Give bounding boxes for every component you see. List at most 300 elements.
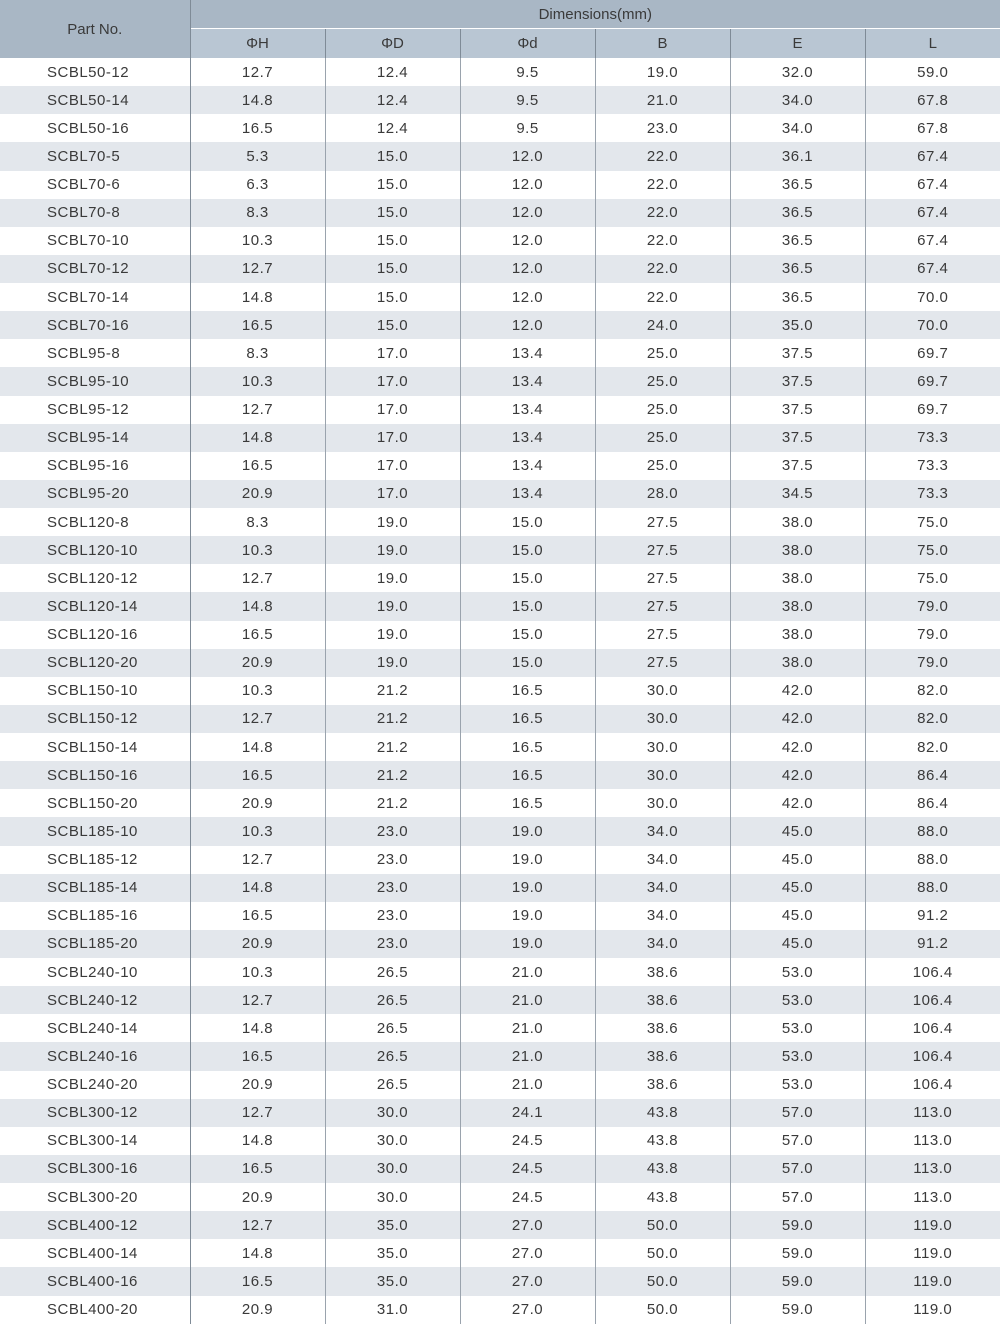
l-cell: 86.4 <box>865 789 1000 817</box>
e-cell: 45.0 <box>730 846 865 874</box>
l-cell: 88.0 <box>865 874 1000 902</box>
table-row <box>0 114 1000 142</box>
phi-d-inner-cell: 13.4 <box>460 452 595 480</box>
l-cell: 79.0 <box>865 649 1000 677</box>
phi-h-cell: 12.7 <box>190 1099 325 1127</box>
part-no-cell: SCBL50-14 <box>0 86 190 114</box>
e-cell: 59.0 <box>730 1211 865 1239</box>
phi-d-outer-cell: 17.0 <box>325 339 460 367</box>
phi-d-inner-cell: 21.0 <box>460 958 595 986</box>
e-cell: 38.0 <box>730 592 865 620</box>
table-row <box>0 58 1000 86</box>
l-cell: 67.4 <box>865 227 1000 255</box>
e-cell: 53.0 <box>730 1071 865 1099</box>
phi-d-outer-cell: 23.0 <box>325 846 460 874</box>
b-cell: 34.0 <box>595 874 730 902</box>
phi-d-outer-cell: 35.0 <box>325 1239 460 1267</box>
l-cell: 113.0 <box>865 1183 1000 1211</box>
b-cell: 50.0 <box>595 1211 730 1239</box>
l-cell: 69.7 <box>865 396 1000 424</box>
e-cell: 45.0 <box>730 930 865 958</box>
phi-d-inner-cell: 21.0 <box>460 1071 595 1099</box>
part-no-cell: SCBL95-10 <box>0 367 190 395</box>
part-no-cell: SCBL120-16 <box>0 621 190 649</box>
phi-d-inner-cell: 24.5 <box>460 1183 595 1211</box>
phi-h-cell: 12.7 <box>190 58 325 86</box>
table-row <box>0 1127 1000 1155</box>
e-cell: 37.5 <box>730 396 865 424</box>
table-row <box>0 283 1000 311</box>
phi-h-cell: 10.3 <box>190 227 325 255</box>
b-cell: 24.0 <box>595 311 730 339</box>
phi-d-outer-cell: 19.0 <box>325 621 460 649</box>
phi-d-outer-cell: 15.0 <box>325 142 460 170</box>
b-cell: 50.0 <box>595 1239 730 1267</box>
phi-h-cell: 16.5 <box>190 621 325 649</box>
phi-d-outer-cell: 17.0 <box>325 452 460 480</box>
part-no-cell: SCBL185-14 <box>0 874 190 902</box>
e-cell: 35.0 <box>730 311 865 339</box>
phi-d-inner-cell: 27.0 <box>460 1267 595 1295</box>
phi-d-outer-cell: 15.0 <box>325 311 460 339</box>
e-cell: 34.0 <box>730 114 865 142</box>
e-cell: 53.0 <box>730 986 865 1014</box>
phi-d-inner-cell: 16.5 <box>460 705 595 733</box>
table-row <box>0 508 1000 536</box>
table-row <box>0 733 1000 761</box>
l-cell: 106.4 <box>865 1042 1000 1070</box>
table-row <box>0 817 1000 845</box>
phi-d-outer-cell: 21.2 <box>325 789 460 817</box>
part-no-cell: SCBL185-16 <box>0 902 190 930</box>
part-no-cell: SCBL120-14 <box>0 592 190 620</box>
phi-d-inner-cell: 9.5 <box>460 86 595 114</box>
b-cell: 43.8 <box>595 1127 730 1155</box>
phi-h-cell: 16.5 <box>190 311 325 339</box>
phi-d-outer-cell: 12.4 <box>325 86 460 114</box>
phi-d-inner-cell: 16.5 <box>460 761 595 789</box>
part-no-cell: SCBL150-16 <box>0 761 190 789</box>
phi-d-inner-cell: 12.0 <box>460 255 595 283</box>
phi-d-inner-cell: 12.0 <box>460 142 595 170</box>
b-cell: 25.0 <box>595 424 730 452</box>
phi-d-inner-cell: 13.4 <box>460 396 595 424</box>
phi-d-outer-cell: 15.0 <box>325 199 460 227</box>
phi-h-cell: 16.5 <box>190 1155 325 1183</box>
phi-h-cell: 20.9 <box>190 1183 325 1211</box>
e-cell: 36.5 <box>730 171 865 199</box>
phi-h-cell: 8.3 <box>190 508 325 536</box>
part-no-cell: SCBL70-5 <box>0 142 190 170</box>
l-cell: 119.0 <box>865 1211 1000 1239</box>
table-row <box>0 930 1000 958</box>
table-row <box>0 986 1000 1014</box>
table-row <box>0 705 1000 733</box>
phi-h-cell: 12.7 <box>190 986 325 1014</box>
phi-h-cell: 14.8 <box>190 1127 325 1155</box>
b-cell: 38.6 <box>595 1014 730 1042</box>
e-cell: 36.5 <box>730 227 865 255</box>
table-row <box>0 255 1000 283</box>
phi-d-outer-cell: 21.2 <box>325 733 460 761</box>
part-no-cell: SCBL400-16 <box>0 1267 190 1295</box>
b-cell: 22.0 <box>595 283 730 311</box>
table-row <box>0 677 1000 705</box>
table-row <box>0 592 1000 620</box>
phi-h-cell: 12.7 <box>190 1211 325 1239</box>
l-cell: 69.7 <box>865 367 1000 395</box>
e-cell: 53.0 <box>730 958 865 986</box>
e-cell: 37.5 <box>730 339 865 367</box>
table-row <box>0 789 1000 817</box>
phi-d-inner-cell: 16.5 <box>460 789 595 817</box>
part-no-cell: SCBL95-20 <box>0 480 190 508</box>
b-cell: 27.5 <box>595 592 730 620</box>
l-cell: 82.0 <box>865 733 1000 761</box>
b-cell: 38.6 <box>595 1071 730 1099</box>
l-cell: 86.4 <box>865 761 1000 789</box>
e-cell: 34.5 <box>730 480 865 508</box>
phi-d-inner-cell: 15.0 <box>460 621 595 649</box>
part-no-cell: SCBL70-12 <box>0 255 190 283</box>
l-cell: 106.4 <box>865 986 1000 1014</box>
phi-d-inner-cell: 19.0 <box>460 874 595 902</box>
b-cell: 27.5 <box>595 508 730 536</box>
table-row <box>0 311 1000 339</box>
e-cell: 42.0 <box>730 705 865 733</box>
phi-h-cell: 16.5 <box>190 902 325 930</box>
l-cell: 73.3 <box>865 480 1000 508</box>
phi-d-inner-cell: 19.0 <box>460 930 595 958</box>
table-row <box>0 199 1000 227</box>
phi-h-cell: 16.5 <box>190 1267 325 1295</box>
b-cell: 25.0 <box>595 396 730 424</box>
e-cell: 57.0 <box>730 1183 865 1211</box>
table-row <box>0 1267 1000 1295</box>
phi-d-outer-cell: 31.0 <box>325 1296 460 1324</box>
table-row <box>0 564 1000 592</box>
phi-h-cell: 12.7 <box>190 564 325 592</box>
phi-d-outer-cell: 17.0 <box>325 424 460 452</box>
l-cell: 75.0 <box>865 508 1000 536</box>
phi-h-cell: 20.9 <box>190 789 325 817</box>
b-cell: 25.0 <box>595 339 730 367</box>
table-row <box>0 1042 1000 1070</box>
phi-d-outer-cell: 21.2 <box>325 677 460 705</box>
phi-d-inner-cell: 12.0 <box>460 311 595 339</box>
part-no-cell: SCBL300-12 <box>0 1099 190 1127</box>
e-cell: 37.5 <box>730 367 865 395</box>
phi-h-cell: 14.8 <box>190 874 325 902</box>
b-cell: 34.0 <box>595 902 730 930</box>
l-cell: 113.0 <box>865 1127 1000 1155</box>
phi-d-inner-cell: 19.0 <box>460 902 595 930</box>
table-row <box>0 227 1000 255</box>
table-row <box>0 649 1000 677</box>
table-header <box>0 0 1000 58</box>
phi-d-outer-cell: 30.0 <box>325 1099 460 1127</box>
phi-d-outer-cell: 30.0 <box>325 1127 460 1155</box>
part-no-cell: SCBL70-6 <box>0 171 190 199</box>
phi-d-outer-cell: 30.0 <box>325 1183 460 1211</box>
phi-d-outer-cell: 30.0 <box>325 1155 460 1183</box>
part-no-cell: SCBL300-14 <box>0 1127 190 1155</box>
part-no-cell: SCBL70-10 <box>0 227 190 255</box>
l-cell: 79.0 <box>865 592 1000 620</box>
phi-d-outer-cell: 12.4 <box>325 114 460 142</box>
part-no-cell: SCBL70-14 <box>0 283 190 311</box>
phi-d-inner-cell: 15.0 <box>460 536 595 564</box>
e-cell: 42.0 <box>730 733 865 761</box>
l-cell: 75.0 <box>865 564 1000 592</box>
b-cell: 34.0 <box>595 846 730 874</box>
table-row <box>0 339 1000 367</box>
phi-h-cell: 16.5 <box>190 452 325 480</box>
e-cell: 38.0 <box>730 621 865 649</box>
l-cell: 106.4 <box>865 958 1000 986</box>
table-row <box>0 761 1000 789</box>
phi-d-outer-cell: 19.0 <box>325 564 460 592</box>
table-row <box>0 86 1000 114</box>
e-cell: 38.0 <box>730 536 865 564</box>
phi-d-inner-cell: 19.0 <box>460 817 595 845</box>
phi-h-cell: 10.3 <box>190 677 325 705</box>
l-cell: 59.0 <box>865 58 1000 86</box>
phi-d-inner-cell: 24.1 <box>460 1099 595 1127</box>
table-row <box>0 424 1000 452</box>
table-row <box>0 621 1000 649</box>
part-no-cell: SCBL240-16 <box>0 1042 190 1070</box>
b-cell: 25.0 <box>595 452 730 480</box>
phi-d-inner-cell: 12.0 <box>460 199 595 227</box>
e-cell: 36.1 <box>730 142 865 170</box>
phi-h-cell: 16.5 <box>190 1042 325 1070</box>
table-row <box>0 1296 1000 1324</box>
part-no-cell: SCBL95-14 <box>0 424 190 452</box>
phi-h-cell: 8.3 <box>190 339 325 367</box>
phi-d-inner-cell: 12.0 <box>460 227 595 255</box>
table-body <box>0 58 1000 1324</box>
b-cell: 30.0 <box>595 677 730 705</box>
l-cell: 67.8 <box>865 86 1000 114</box>
phi-h-cell: 10.3 <box>190 958 325 986</box>
table-row <box>0 142 1000 170</box>
part-no-cell: SCBL240-10 <box>0 958 190 986</box>
e-cell: 37.5 <box>730 452 865 480</box>
phi-d-outer-cell: 19.0 <box>325 592 460 620</box>
table-row <box>0 1099 1000 1127</box>
part-no-cell: SCBL150-14 <box>0 733 190 761</box>
l-cell: 70.0 <box>865 283 1000 311</box>
l-cell: 70.0 <box>865 311 1000 339</box>
l-cell: 91.2 <box>865 930 1000 958</box>
table-row <box>0 480 1000 508</box>
part-no-cell: SCBL300-16 <box>0 1155 190 1183</box>
phi-h-cell: 16.5 <box>190 114 325 142</box>
phi-d-outer-cell: 19.0 <box>325 508 460 536</box>
part-no-cell: SCBL120-8 <box>0 508 190 536</box>
b-cell: 43.8 <box>595 1183 730 1211</box>
b-cell: 34.0 <box>595 817 730 845</box>
b-cell: 22.0 <box>595 199 730 227</box>
phi-d-inner-cell: 9.5 <box>460 114 595 142</box>
e-cell: 45.0 <box>730 874 865 902</box>
column-header-phi-d-inner: Φd <box>460 29 595 59</box>
phi-d-outer-cell: 17.0 <box>325 367 460 395</box>
phi-d-outer-cell: 26.5 <box>325 958 460 986</box>
phi-d-inner-cell: 21.0 <box>460 986 595 1014</box>
phi-d-inner-cell: 13.4 <box>460 367 595 395</box>
b-cell: 25.0 <box>595 367 730 395</box>
phi-d-inner-cell: 16.5 <box>460 677 595 705</box>
l-cell: 73.3 <box>865 452 1000 480</box>
l-cell: 106.4 <box>865 1014 1000 1042</box>
b-cell: 38.6 <box>595 986 730 1014</box>
table-row <box>0 1211 1000 1239</box>
dimensions-header: Dimensions(mm) <box>190 0 1000 29</box>
table-row <box>0 536 1000 564</box>
phi-h-cell: 20.9 <box>190 930 325 958</box>
phi-d-inner-cell: 27.0 <box>460 1211 595 1239</box>
phi-d-outer-cell: 21.2 <box>325 705 460 733</box>
l-cell: 113.0 <box>865 1099 1000 1127</box>
phi-d-inner-cell: 15.0 <box>460 649 595 677</box>
b-cell: 27.5 <box>595 649 730 677</box>
part-no-cell: SCBL95-12 <box>0 396 190 424</box>
table-row <box>0 1183 1000 1211</box>
b-cell: 34.0 <box>595 930 730 958</box>
phi-d-outer-cell: 23.0 <box>325 930 460 958</box>
b-cell: 27.5 <box>595 536 730 564</box>
phi-d-outer-cell: 35.0 <box>325 1211 460 1239</box>
part-no-header: Part No. <box>0 0 190 58</box>
phi-d-inner-cell: 13.4 <box>460 480 595 508</box>
phi-h-cell: 14.8 <box>190 1014 325 1042</box>
phi-d-outer-cell: 26.5 <box>325 1071 460 1099</box>
column-header-b: B <box>595 29 730 59</box>
l-cell: 119.0 <box>865 1296 1000 1324</box>
part-no-cell: SCBL95-8 <box>0 339 190 367</box>
phi-h-cell: 20.9 <box>190 480 325 508</box>
phi-h-cell: 20.9 <box>190 649 325 677</box>
phi-d-inner-cell: 16.5 <box>460 733 595 761</box>
part-no-cell: SCBL150-10 <box>0 677 190 705</box>
table-row <box>0 846 1000 874</box>
phi-h-cell: 10.3 <box>190 817 325 845</box>
part-no-cell: SCBL150-12 <box>0 705 190 733</box>
e-cell: 42.0 <box>730 789 865 817</box>
part-no-cell: SCBL120-10 <box>0 536 190 564</box>
table-row <box>0 874 1000 902</box>
column-header-e: E <box>730 29 865 59</box>
phi-h-cell: 14.8 <box>190 86 325 114</box>
e-cell: 42.0 <box>730 677 865 705</box>
phi-h-cell: 5.3 <box>190 142 325 170</box>
phi-h-cell: 10.3 <box>190 536 325 564</box>
phi-d-outer-cell: 15.0 <box>325 255 460 283</box>
phi-d-outer-cell: 17.0 <box>325 396 460 424</box>
part-no-cell: SCBL240-14 <box>0 1014 190 1042</box>
l-cell: 69.7 <box>865 339 1000 367</box>
phi-h-cell: 10.3 <box>190 367 325 395</box>
phi-d-inner-cell: 15.0 <box>460 508 595 536</box>
phi-h-cell: 14.8 <box>190 1239 325 1267</box>
phi-d-outer-cell: 23.0 <box>325 874 460 902</box>
b-cell: 21.0 <box>595 86 730 114</box>
l-cell: 106.4 <box>865 1071 1000 1099</box>
phi-d-inner-cell: 13.4 <box>460 424 595 452</box>
part-no-cell: SCBL400-20 <box>0 1296 190 1324</box>
part-no-cell: SCBL95-16 <box>0 452 190 480</box>
phi-d-outer-cell: 19.0 <box>325 536 460 564</box>
b-cell: 23.0 <box>595 114 730 142</box>
table-row <box>0 958 1000 986</box>
e-cell: 59.0 <box>730 1267 865 1295</box>
e-cell: 36.5 <box>730 255 865 283</box>
b-cell: 30.0 <box>595 733 730 761</box>
b-cell: 22.0 <box>595 227 730 255</box>
e-cell: 42.0 <box>730 761 865 789</box>
e-cell: 36.5 <box>730 283 865 311</box>
table-row <box>0 1071 1000 1099</box>
phi-d-inner-cell: 19.0 <box>460 846 595 874</box>
phi-h-cell: 12.7 <box>190 705 325 733</box>
part-no-cell: SCBL120-12 <box>0 564 190 592</box>
b-cell: 22.0 <box>595 255 730 283</box>
part-no-cell: SCBL120-20 <box>0 649 190 677</box>
part-no-cell: SCBL240-12 <box>0 986 190 1014</box>
l-cell: 67.8 <box>865 114 1000 142</box>
e-cell: 57.0 <box>730 1155 865 1183</box>
phi-d-inner-cell: 12.0 <box>460 171 595 199</box>
l-cell: 67.4 <box>865 142 1000 170</box>
phi-d-outer-cell: 17.0 <box>325 480 460 508</box>
e-cell: 57.0 <box>730 1099 865 1127</box>
b-cell: 22.0 <box>595 171 730 199</box>
phi-d-inner-cell: 9.5 <box>460 58 595 86</box>
part-no-cell: SCBL300-20 <box>0 1183 190 1211</box>
l-cell: 119.0 <box>865 1239 1000 1267</box>
table-row <box>0 1155 1000 1183</box>
l-cell: 113.0 <box>865 1155 1000 1183</box>
l-cell: 75.0 <box>865 536 1000 564</box>
phi-d-inner-cell: 13.4 <box>460 339 595 367</box>
e-cell: 45.0 <box>730 817 865 845</box>
b-cell: 19.0 <box>595 58 730 86</box>
b-cell: 43.8 <box>595 1099 730 1127</box>
phi-d-outer-cell: 21.2 <box>325 761 460 789</box>
l-cell: 88.0 <box>865 846 1000 874</box>
e-cell: 32.0 <box>730 58 865 86</box>
part-no-cell: SCBL70-8 <box>0 199 190 227</box>
phi-d-inner-cell: 21.0 <box>460 1014 595 1042</box>
part-no-cell: SCBL70-16 <box>0 311 190 339</box>
e-cell: 38.0 <box>730 508 865 536</box>
b-cell: 22.0 <box>595 142 730 170</box>
phi-h-cell: 16.5 <box>190 761 325 789</box>
e-cell: 59.0 <box>730 1239 865 1267</box>
column-header-phi-d-outer: ΦD <box>325 29 460 59</box>
e-cell: 53.0 <box>730 1014 865 1042</box>
e-cell: 59.0 <box>730 1296 865 1324</box>
e-cell: 45.0 <box>730 902 865 930</box>
l-cell: 119.0 <box>865 1267 1000 1295</box>
part-no-cell: SCBL400-12 <box>0 1211 190 1239</box>
part-no-cell: SCBL185-10 <box>0 817 190 845</box>
e-cell: 34.0 <box>730 86 865 114</box>
phi-h-cell: 12.7 <box>190 396 325 424</box>
part-no-cell: SCBL50-16 <box>0 114 190 142</box>
